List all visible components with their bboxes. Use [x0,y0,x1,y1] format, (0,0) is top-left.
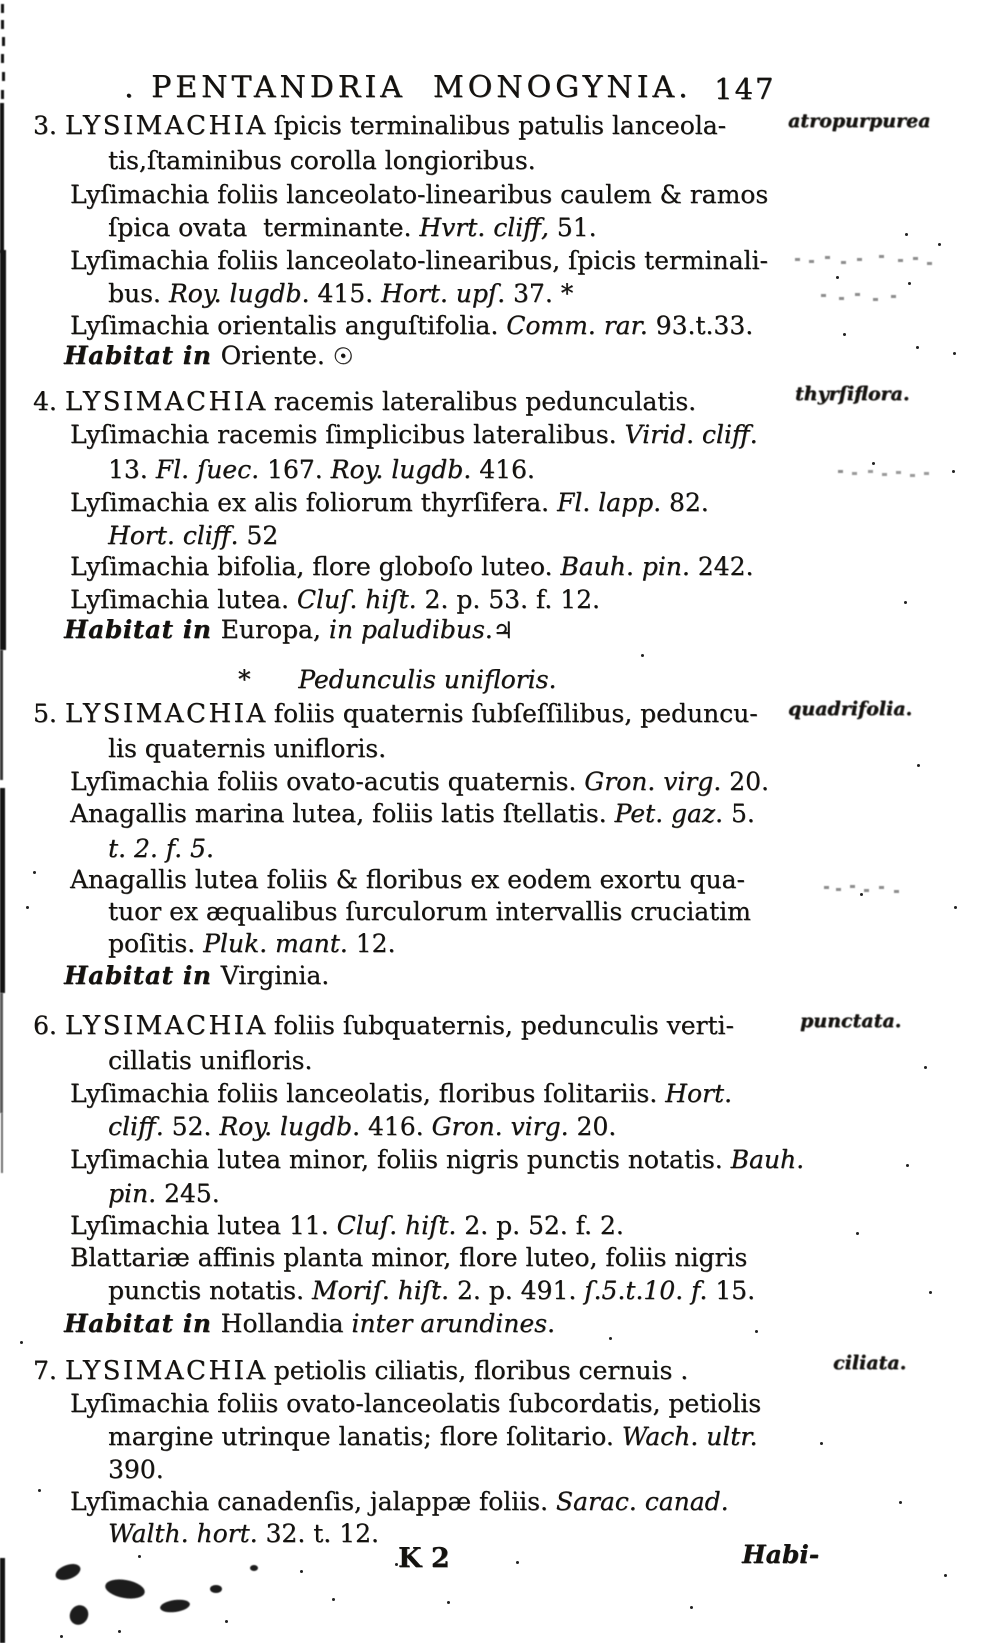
text-line [108,456,535,484]
text-segment: Europa, [220,615,329,644]
text-segment: punctis notatis. [108,1276,312,1305]
text-line [64,962,329,990]
ink-blot [159,1598,190,1614]
text-segment: Blattariæ affinis planta minor, flore luteo, foliis nigris [70,1243,748,1272]
text-line [238,666,556,694]
text-line [70,181,768,209]
text-segment: Pet. gaz. [614,799,731,828]
text-segment: 52 [246,521,279,550]
text-segment: Hort. cliff. [108,521,247,550]
text-segment: 5. [730,799,755,828]
binding-edge-mark [0,1558,5,1643]
text-segment: Virginia. [220,961,330,990]
text-line [108,1277,755,1305]
text-line [33,1012,734,1041]
text-segment: Habitat in [64,961,221,990]
ink-blot [210,1585,222,1593]
text-segment: ſpica ovata terminante. [108,213,420,242]
text-segment: 6. [33,1011,65,1040]
text-segment: LYSIMACHIA [64,1356,268,1386]
margin-note: quadrifolia. [788,698,913,720]
scan-smudge [824,886,829,889]
text-segment: 32. t. 12. [265,1519,379,1548]
text-line [108,1520,379,1548]
text-line [108,214,597,242]
text-segment: inter arundines. [351,1309,555,1338]
text-segment: Pedunculis unifloris. [298,665,557,694]
text-segment: LYSIMACHIA [64,387,268,417]
text-segment: Lyſimachia foliis ovato-acutis quaternis. [70,767,585,796]
text-segment: cliff. [108,1112,172,1141]
text-segment: Roy. lugdb. [219,1112,368,1141]
text-segment: 242. [697,552,754,581]
text-segment: 82. [668,488,709,517]
text-segment: Habitat in [64,1309,221,1338]
text-segment: bus. [108,279,169,308]
scan-speckles [905,233,908,236]
text-segment: Fl. lapp. [556,488,669,517]
text-segment: t. 2. f. 5. [108,834,214,863]
text-segment: Sarac. canad. [555,1487,729,1516]
scan-smudge [795,258,800,261]
page-number: 147 [714,72,776,106]
text-line [70,586,600,614]
text-line [108,835,214,863]
text-segment: 415. [317,279,382,308]
text-line [108,735,386,763]
text-segment: 37. * [513,279,574,308]
text-line [108,1113,616,1141]
binding-edge-mark [1,4,4,13]
text-segment: 7. [33,1356,65,1385]
text-segment: lis quaternis unifloris. [108,734,387,763]
text-line [33,112,726,141]
text-line [108,1423,757,1451]
margin-note: thyrſiflora. [795,383,910,405]
text-segment: Oriente. [220,341,333,370]
text-segment: Gron. virg. [584,767,730,796]
text-segment: Hollandia [220,1309,352,1338]
text-segment: 12. [355,929,396,958]
text-line [70,1488,729,1516]
text-line [70,247,768,275]
text-segment: LYSIMACHIA [64,111,268,141]
text-line [70,1244,747,1272]
text-segment: margine utrinque lanatis; flore ſolitario. [108,1422,622,1451]
text-line [108,1456,164,1484]
annual-symbol-icon: ☉ [332,344,354,370]
text-segment: in paludibus. [328,615,493,644]
text-segment: petiolis ciliatis, floribus cernuis . [273,1356,689,1385]
text-segment: 15. [715,1276,756,1305]
margin-note: punctata. [800,1010,902,1032]
text-line [70,1390,761,1418]
ink-blot [53,1561,82,1583]
binding-edge-mark [0,103,4,253]
text-segment: 245. [164,1179,220,1208]
text-segment: Pluk. mant. [203,929,356,958]
text-segment: Lyſimachia canadenſis, jalappæ foliis. [70,1487,556,1516]
text-line [108,1180,220,1208]
text-segment: 3. [33,111,65,140]
text-line [108,1047,312,1075]
text-line [70,866,745,894]
text-line [70,489,709,517]
text-segment: Wach. ultr. [621,1422,758,1451]
text-segment: 416. [367,1112,432,1141]
text-segment: Lyſimachia foliis ovato-lanceolatis ſubcordatis, petiolis [70,1389,762,1418]
text-line [64,1310,555,1338]
running-header: . PENTANDRIA MONOGYNIA. [124,70,692,105]
text-segment: poſitis. [108,929,204,958]
ink-blot [66,1602,92,1628]
text-line [108,522,278,550]
text-segment: Lyſimachia lutea 11. [70,1211,337,1240]
text-line [70,312,753,340]
text-segment: Roy. lugdb. [330,455,480,484]
text-segment: Roy. lugdb. [168,279,318,308]
text-segment: Hort. [665,1079,732,1108]
text-segment: 20. [729,767,769,796]
text-segment: Lyſimachia lutea. [70,585,297,614]
text-segment: Lyſimachia foliis lanceolato-linearibus caulem & ramos [70,180,769,209]
text-segment: 51. [556,213,597,242]
text-segment: Fl. ſuec. [155,455,267,484]
text-segment: foliis quaternis ſubſeſſilibus, peduncu- [273,699,758,728]
text-line [64,616,513,644]
ink-blot [250,1565,258,1571]
text-line [33,700,758,729]
text-segment: ſ.5.t.10. f. [584,1276,716,1305]
binding-edge-mark [0,788,5,993]
text-segment: Virid. cliff. [624,420,758,449]
catchword: Habi- [742,1540,820,1569]
text-line [108,898,751,926]
text-segment: 93.t.33. [655,311,754,340]
text-segment: Habitat in [64,341,221,370]
text-segment: cillatis unifloris. [108,1046,313,1075]
text-line [70,800,755,828]
text-segment: * [238,665,299,694]
text-segment: foliis ſubquaternis, pedunculis verti- [273,1011,734,1040]
binding-edge-mark [0,250,6,650]
scan-smudge [838,470,843,473]
text-line [108,280,573,308]
text-line [70,421,758,449]
text-segment: LYSIMACHIA [64,1011,268,1041]
text-segment: Bauh. [730,1145,805,1174]
text-segment: Anagallis lutea foliis & floribus ex eodem exortu qua- [70,865,745,894]
text-segment: tis,ſtaminibus corolla longioribus. [108,146,536,175]
text-line [64,342,353,370]
text-segment: racemis lateralibus pedunculatis. [273,387,697,416]
text-segment: Cluſ. hiſt. [336,1211,465,1240]
text-segment: 5. [33,699,65,728]
text-segment: 52. [171,1112,220,1141]
text-line [33,1357,688,1386]
text-segment: Anagallis marina lutea, foliis latis ſtellatis. [70,799,615,828]
perennial-symbol-icon: ♃ [492,618,514,644]
signature-mark: K 2 [398,1543,450,1574]
binding-edge-mark [0,993,3,1113]
text-segment: Lyſimachia orientalis anguſtifolia. [70,311,507,340]
text-segment: Lyſimachia racemis ſimplicibus lateralibus. [70,420,625,449]
text-line [108,147,536,175]
ink-blot [104,1577,147,1602]
text-segment: 13. [108,455,156,484]
text-segment: Bauh. pin. [560,552,698,581]
text-segment: Lyſimachia ex alis foliorum thyrſifera. [70,488,557,517]
text-line [70,1212,624,1240]
text-line [70,768,769,796]
margin-note: ciliata. [833,1352,907,1374]
margin-note: atropurpurea [788,110,931,132]
binding-edge-mark [1,1113,3,1173]
text-segment: 167. [267,455,331,484]
text-segment: Hvrt. cliff, [419,213,557,242]
text-segment: Lyſimachia foliis lanceolato-linearibus, ſpicis terminali- [70,246,768,275]
text-segment: Cluſ. hiſt. [296,585,425,614]
text-segment: tuor ex æqualibus ſurculorum intervallis cruciatim [108,897,751,926]
text-line [70,1080,732,1108]
text-segment: 20. [576,1112,617,1141]
text-segment: Comm. rar. [506,311,656,340]
text-segment: Lyſimachia lutea minor, foliis nigris punctis notatis. [70,1145,731,1174]
text-line [70,553,753,581]
text-segment: pin. [108,1179,164,1208]
text-segment: 390. [108,1455,164,1484]
text-segment: LYSIMACHIA [64,699,268,729]
text-segment: 2. p. 53. f. 12. [424,585,600,614]
text-line [108,930,395,958]
text-segment: ſpicis terminalibus patulis lanceola- [273,111,727,140]
text-segment: Lyſimachia bifolia, flore globoſo luteo. [70,552,561,581]
text-segment: Gron. virg. [431,1112,577,1141]
text-segment: Moriſ. hiſt. [311,1276,457,1305]
text-segment: 2. p. 52. f. 2. [464,1211,624,1240]
text-segment: Habitat in [64,615,221,644]
text-line [33,388,696,417]
text-segment: Lyſimachia foliis lanceolatis, floribus ſolitariis. [70,1079,666,1108]
text-segment: 2. p. 491. [456,1276,585,1305]
text-segment: Walth. hort. [108,1519,266,1548]
text-segment: Hort. upſ. [381,279,514,308]
binding-edge-mark [0,650,3,780]
text-line [70,1146,804,1174]
text-segment: 4. [33,387,65,416]
text-segment: 416. [479,455,535,484]
